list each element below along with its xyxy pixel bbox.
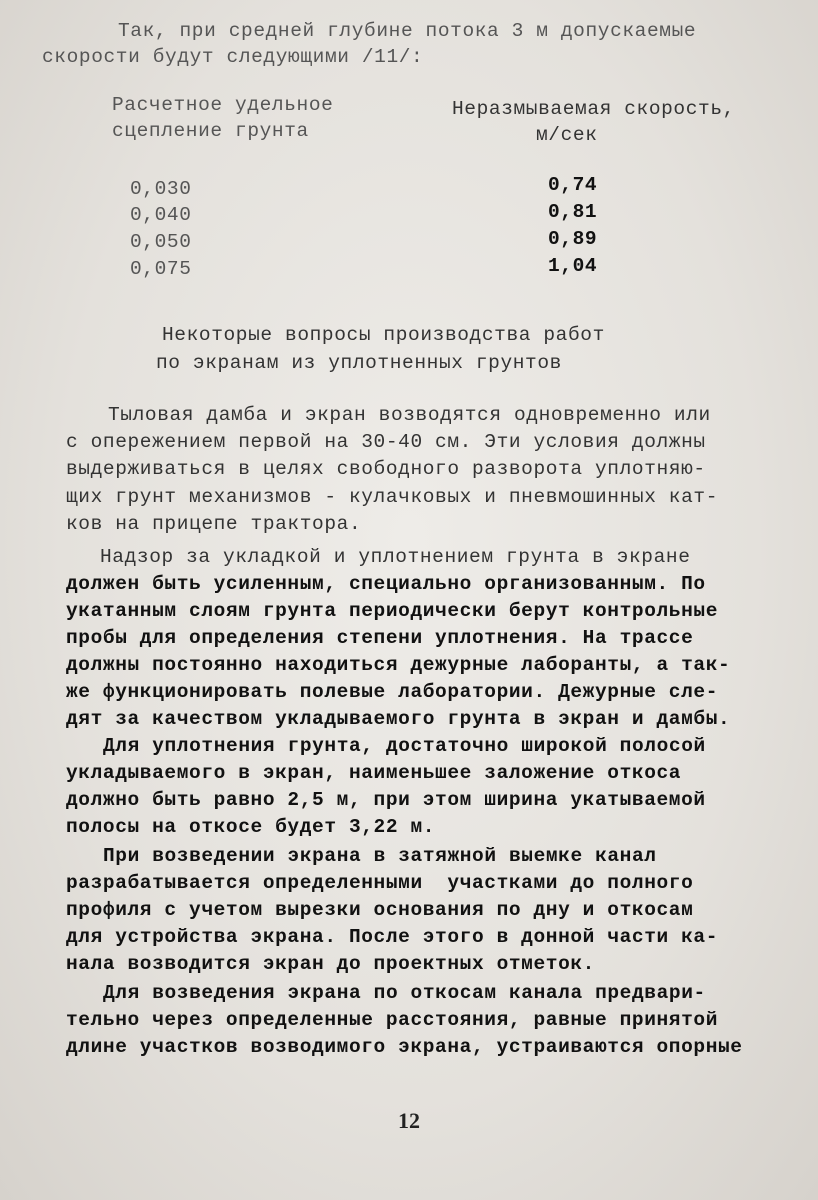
table-col2-header-line-2: м/сек: [536, 124, 598, 146]
body-line: ков на прицепе трактора.: [66, 513, 362, 535]
body-line: Для уплотнения грунта, достаточно широкой полосой: [103, 735, 706, 757]
section-heading-line-1: Некоторые вопросы производства работ: [162, 324, 605, 346]
body-line: разрабатывается определенными участками до полного: [66, 872, 694, 894]
table-col2-header-line-1: Неразмываемая скорость,: [452, 98, 735, 120]
table-cohesion-value: 0,040: [130, 204, 192, 226]
table-velocity-value: 0,74: [548, 174, 598, 196]
body-line: Надзор за укладкой и уплотнением грунта в экране: [100, 546, 691, 568]
body-line: для устройства экрана. После этого в донной части ка-: [66, 926, 719, 948]
body-line: укладываемого в экран, наименьшее заложение откоса: [66, 762, 682, 784]
body-line: нала возводится экран до проектных отметок.: [66, 953, 595, 975]
body-line: щих грунт механизмов - кулачковых и пневмошинных кат-: [66, 486, 719, 508]
table-cohesion-value: 0,050: [130, 231, 192, 253]
table-cohesion-value: 0,030: [130, 178, 192, 200]
body-line: с опережением первой на 30-40 см. Эти условия должны: [66, 431, 706, 453]
body-line: Для возведения экрана по откосам канала предвари-: [103, 982, 706, 1004]
table-velocity-value: 1,04: [548, 255, 598, 277]
body-line: длине участков возводимого экрана, устраиваются опорные: [66, 1036, 743, 1058]
body-line: дят за качеством укладываемого грунта в экран и дамбы.: [66, 708, 731, 730]
body-line: профиля с учетом вырезки основания по дну и откосам: [66, 899, 694, 921]
body-line: должны постоянно находиться дежурные лаборанты, а так-: [66, 654, 731, 676]
table-cohesion-value: 0,075: [130, 258, 192, 280]
body-line: полосы на откосе будет 3,22 м.: [66, 816, 436, 838]
body-line: же функционировать полевые лаборатории. Дежурные сле-: [66, 681, 719, 703]
table-velocity-value: 0,89: [548, 228, 598, 250]
page-number: 12: [398, 1108, 420, 1133]
intro-line-2: скорости будут следующими /11/:: [42, 46, 424, 68]
body-line: должно быть равно 2,5 м, при этом ширина укатываемой: [66, 789, 706, 811]
body-line: пробы для определения степени уплотнения. На трассе: [66, 627, 694, 649]
body-line: выдерживаться в целях свободного разворота уплотняю-: [66, 458, 706, 480]
body-line: При возведении экрана в затяжной выемке канал: [103, 845, 657, 867]
table-col1-header-line-1: Расчетное удельное: [112, 94, 334, 116]
intro-line-1: Так, при средней глубине потока 3 м допускаемые: [118, 20, 697, 42]
section-heading-line-2: по экранам из уплотненных грунтов: [156, 352, 562, 374]
body-line: укатанным слоям грунта периодически берут контрольные: [66, 600, 719, 622]
body-line: должен быть усиленным, специально организованным. По: [66, 573, 706, 595]
table-col1-header-line-2: сцепление грунта: [112, 120, 309, 142]
body-line: Тыловая дамба и экран возводятся одновременно или: [108, 404, 711, 426]
table-velocity-value: 0,81: [548, 201, 598, 223]
body-line: тельно через определенные расстояния, равные принятой: [66, 1009, 719, 1031]
